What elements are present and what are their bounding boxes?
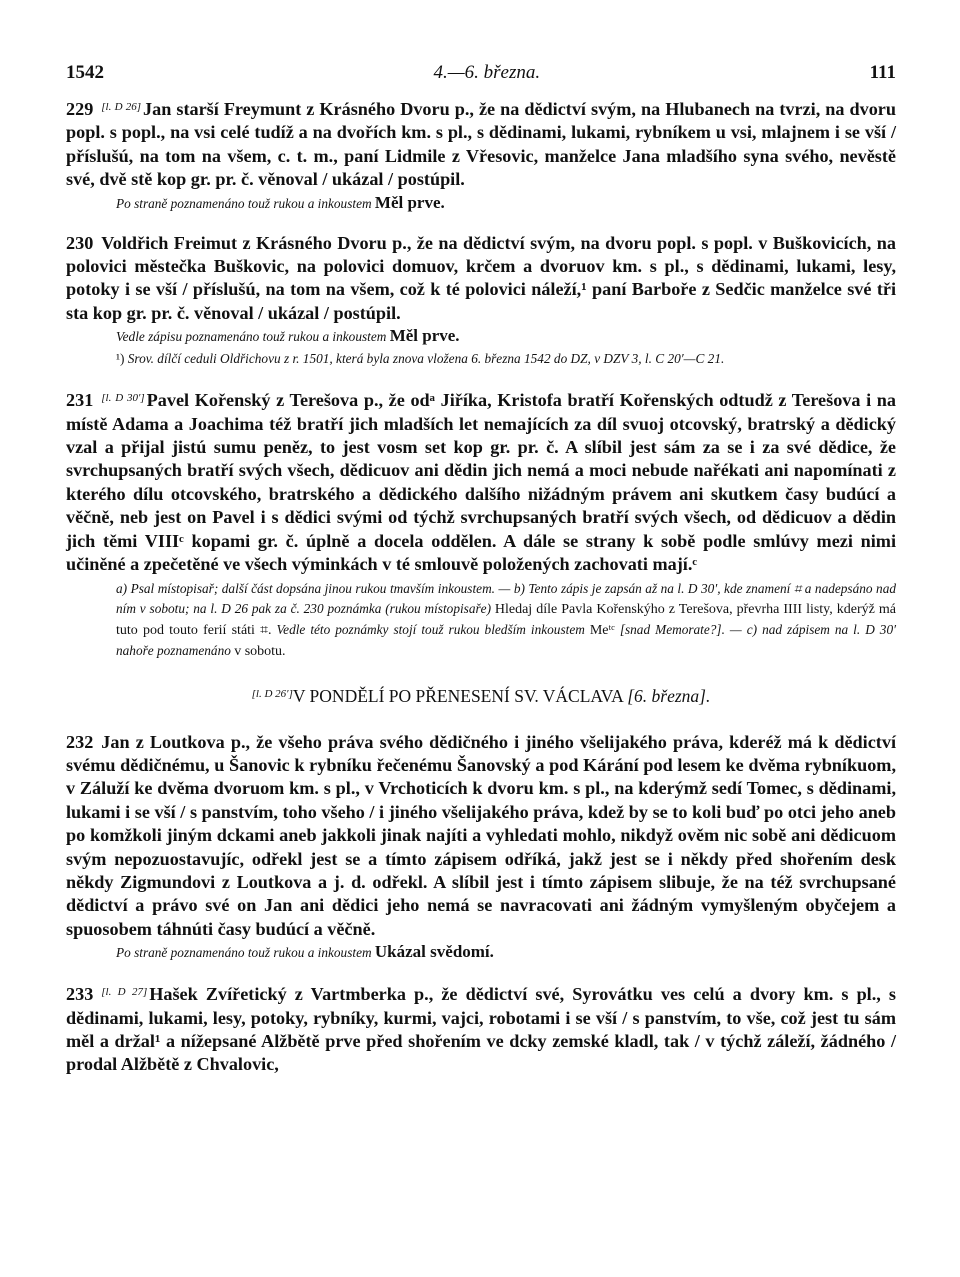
page <box>66 62 896 1077</box>
entry-text: Voldřich Freimut z Krásného Dvoru p., že na dědictví svým, na dvoru popl. s popl. v Buškovicích, na polovici městečka Buškovic, na polovici domuov, krčem a dvoruov km. s pl., s dědinami, lukami, lesy, potoky i se vší / příslušú, na tom na všem, což k té polovici náleží,¹ paní Barboře z Sedčic manželce své tři sta kop gr. pr. č. věnoval / ukázal / postúpil. <box>66 232 896 323</box>
note-italic: Po straně poznamenáno touž rukou a inkoustem <box>116 945 372 961</box>
year: 1542 <box>66 62 104 83</box>
entry-number: 231 <box>66 390 94 411</box>
note-italic: Vedle zápisu poznamenáno touž rukou a inkoustem <box>116 329 387 345</box>
entry-232 <box>66 731 896 942</box>
entry-number: 232 <box>66 731 94 752</box>
entry-230 <box>66 232 896 326</box>
header-date: 4.—6. března. <box>433 62 541 83</box>
folio-ref: [l. D 26′] <box>251 687 293 700</box>
day-heading-date: [6. března]. <box>627 685 711 706</box>
footnote-text: Srov. dílčí ceduli Oldřichovu z r. 1501, která byla znova vložena 6. března 1542 do DZ, v DZV 3, l. C 20′—C 21. <box>127 351 725 367</box>
entry-text: Pavel Kořenský z Terešova p., že odᵃ Jiříka, Kristofa bratří Kořenských odtudž z Terešova i na místě Adama a Joachima též bratří jich mladších let nemajících za díl svuoj otcovský, bratrský a dědický vzal a přijal jistú sumu peněz, to jest vosm set kop gr. pr. č. A slíbil jest sám za se i za své dědice, že svrchupsaných bratří svých všech, dědicuov ani dědin jich nemá a moci nebude nařékati ani napomínati z kterého dílu otcovského, bratrského a dědického dalšího nižádným právem ani skutkem časy budúcí a věčně, neb jest on Pavel i s dědici svými od týchž svrchupsaných bratří svých všech, od dědicuov a dědin jich těmi VIIIᶜ kopami gr. č. úplně a docela oddělen. A dále se strany k sobě podle smlúvy mezi nimi učiněné a zpečetěné ve všech výminkách v té smlouvě položených zachovati mají.ᶜ <box>66 390 897 575</box>
running-head <box>66 62 896 96</box>
note-italic: Po straně poznamenáno touž rukou a inkoustem <box>116 195 372 211</box>
note-upright: Ukázal svědomí. <box>374 942 494 962</box>
margin-note <box>66 193 896 214</box>
crit-part-1: a) Psal místopisař; další část dopsána jinou rukou tmavším inkoustem. — b) Tento zápis je zapsán až na l. D 30′, kde znamení ⌗ a nadepsáno nad ním v sobotu; na l. D 26 pak za č. 230 poznámka (rukou místopisaře) <box>116 580 896 616</box>
folio-ref: [l. D 27] <box>101 986 148 999</box>
entry-number: 229 <box>66 99 94 119</box>
crit-part-6: v sobotu. <box>234 643 286 659</box>
crit-part-5: [snad Memorate?]. — c) nad zápisem na l. D 30′ nahoře poznamenáno <box>116 621 897 658</box>
footnote <box>66 349 896 369</box>
entry-text: Jan starší Freymunt z Krásného Dvoru p., že na dědictví svým, na Hlubanech na tvrzi, na dvoru popl. s popl., na vsi celé tudíž a na dvořích km. s pl., s dědinami, lukami, rybníkem u vsi, mlajnem i se vší / příslušú, na tom na všem, c. t. m., paní Lidmile z Vřesovic, manželce Jana mladšího syna svého, nevěstě své, dvě stě kop gr. pr. č. věnoval / ukázal / postúpil. <box>66 99 896 190</box>
note-upright: Měl prve. <box>374 192 445 212</box>
entry-229 <box>66 96 896 192</box>
entry-text: Jan z Loutkova p., že všeho práva svého dědičného i jiného všelijakého práva, kderéž má k dědictví svému dědičnému, u Šanovic k rybníku řečenému Šanovský a pod Kárání pod lesem ke dvěma rybníkuom, v Záluží ke dvěma dvoruom km. s pl., v Vrchoticích k dvoru km. s pl., na kderýmž sedí Tomec, s dědinami, lukami i se vší / s panstvím, toho všeho / i jiného všelijakého práva, kdež by se to koli buď po otci jeho aneb po komžkoli jiným dckami aneb jakkoli jinak najíti a vyhledati mohlo, nikdyž ověm nic sobě ani dědicuom svým nepozuostavujíc, odřekl jest se a tímto zápisem odříká, jakž jest se i někdy před shořením desk někdy Zigmundovi z Loutkova a j. d. odřekl. A slíbil jest i tímto zápisem slibuje, že na též svrchupsané dědictví a právo své on Jan ani dědici jeho nemá se navracovati ani žádným vymyšleným obyčejem a spuosobem táhnúti časy budúcí a věčně. <box>66 731 896 939</box>
critical-apparatus <box>66 579 896 662</box>
folio-ref: [l. D 26] <box>101 101 142 113</box>
crit-part-4: Meᵗᶜ <box>589 622 615 638</box>
entry-231 <box>66 387 896 576</box>
footnote-mark: ¹) <box>116 351 125 367</box>
folio-ref: [l. D 30′] <box>101 392 145 405</box>
entry-text: Hašek Zvířetický z Vartmberka p., že dědictví své, Syrovátku ves celú a dvory km. s pl., s dědinami, lukami, lesy, potoky, rybníky, kurmi, vajci, robotami i se vší / s panstvím, to vše, což jest tu sám měl a držal¹ a nížepsané Alžbětě prve před shořením ve dcky zemské kladl, tak / v týchž záleží, žádného / prodal Alžbětě z Chvalovic, <box>66 984 897 1075</box>
entry-number: 233 <box>66 984 94 1005</box>
crit-part-3: Vedle této poznámky stojí touž rukou bledším inkoustem <box>276 621 585 637</box>
page-number: 111 <box>869 62 896 83</box>
entry-233 <box>66 981 896 1077</box>
day-heading <box>66 686 896 707</box>
day-heading-text: V PONDĚLÍ PO PŘENESENÍ SV. VÁCLAVA <box>292 685 623 706</box>
note-upright: Měl prve. <box>389 326 460 346</box>
margin-note <box>66 942 896 963</box>
crit-part-2: Hledaj díle Pavla Kořenskýho z Terešova, převrha IIII listy, kderýž má tuto pod touto ferií státi ⌗. <box>116 601 897 638</box>
entry-number: 230 <box>66 232 94 253</box>
margin-note <box>66 326 896 347</box>
